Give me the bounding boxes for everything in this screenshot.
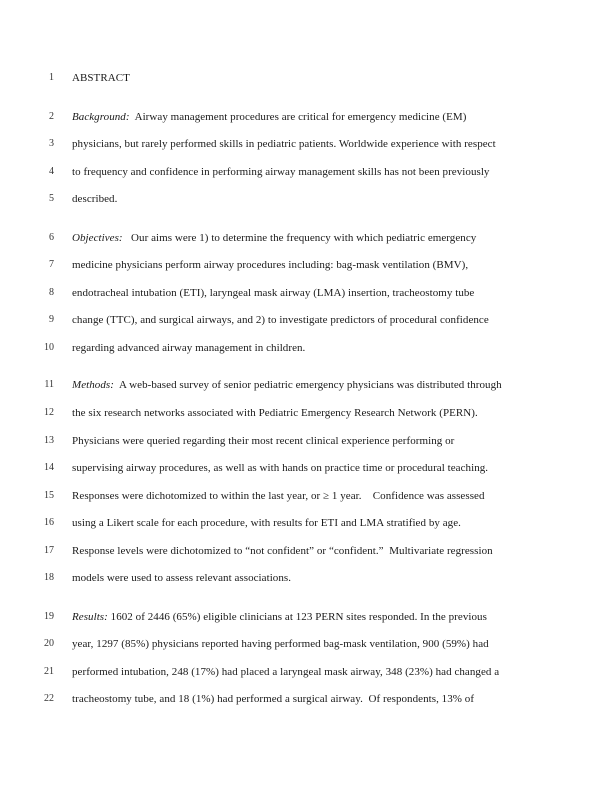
methods-line: Responses were dichotomized to within the last year, or ≥ 1 year. Confidence was assessed — [72, 490, 485, 502]
manuscript-line — [0, 311, 612, 329]
manuscript-line — [0, 404, 612, 422]
line-number: 2 — [49, 111, 54, 122]
manuscript-line — [0, 514, 612, 532]
line-number: 22 — [44, 693, 54, 704]
manuscript-line — [0, 690, 612, 708]
results-line: performed intubation, 248 (17%) had placed a laryngeal mask airway, 348 (23%) had changed a — [72, 666, 500, 678]
manuscript-line — [0, 432, 612, 450]
line-number: 17 — [44, 545, 54, 556]
objectives-text — [72, 229, 476, 247]
manuscript-line — [0, 608, 612, 626]
line-number: 3 — [49, 138, 54, 149]
background-line: physicians, but rarely performed skills in pediatric patients. Worldwide experience with respect — [72, 138, 496, 150]
results-text — [72, 608, 487, 626]
background-line: to frequency and confidence in performing airway management skills has not been previously — [72, 166, 490, 178]
line-number: 10 — [44, 342, 54, 353]
background-line: described. — [72, 193, 118, 205]
methods-line: models were used to assess relevant associations. — [72, 572, 292, 584]
manuscript-line — [0, 256, 612, 274]
line-number: 11 — [44, 379, 54, 390]
manuscript-line — [0, 163, 612, 181]
objectives-label: Objectives: — [72, 232, 123, 244]
results-line: year, 1297 (85%) physicians reported having performed bag-mask ventilation, 900 (59%) had — [72, 638, 489, 650]
manuscript-line — [0, 69, 612, 87]
objectives-line: endotracheal intubation (ETI), laryngeal mask airway (LMA) insertion, tracheostomy tube — [72, 287, 475, 299]
line-number: 9 — [49, 314, 54, 325]
background-label: Background: — [72, 111, 130, 123]
manuscript-line — [0, 459, 612, 477]
methods-line: using a Likert scale for each procedure, with results for ETI and LMA stratified by age. — [72, 517, 461, 529]
manuscript-line — [0, 542, 612, 560]
abstract-heading: ABSTRACT — [72, 72, 130, 84]
objectives-line: change (TTC), and surgical airways, and 2) to investigate predictors of procedural confidence — [72, 314, 489, 326]
manuscript-line — [0, 569, 612, 587]
manuscript-line — [0, 190, 612, 208]
line-number: 4 — [49, 166, 54, 177]
methods-line: A web-based survey of senior pediatric emergency physicians was distributed through — [118, 379, 502, 391]
manuscript-line — [0, 376, 612, 394]
line-number: 12 — [44, 407, 54, 418]
line-number: 16 — [44, 517, 54, 528]
objectives-line: regarding advanced airway management in children. — [72, 342, 306, 354]
manuscript-line — [0, 635, 612, 653]
manuscript-line — [0, 135, 612, 153]
methods-line: the six research networks associated with Pediatric Emergency Research Network (PERN). — [72, 407, 478, 419]
methods-line: supervising airway procedures, as well as with hands on practice time or procedural teaching. — [72, 462, 489, 474]
line-number: 5 — [49, 193, 54, 204]
methods-label: Methods: — [72, 379, 114, 391]
background-text — [72, 108, 466, 126]
line-number: 20 — [44, 638, 54, 649]
line-number: 21 — [44, 666, 54, 677]
objectives-line: medicine physicians perform airway procedures including: bag-mask ventilation (BMV), — [72, 259, 469, 271]
methods-line: Physicians were queried regarding their most recent clinical experience performing or — [72, 435, 455, 447]
results-line: tracheostomy tube, and 18 (1%) had performed a surgical airway. Of respondents, 13% of — [72, 693, 475, 705]
line-number: 18 — [44, 572, 54, 583]
line-number: 8 — [49, 287, 54, 298]
manuscript-line — [0, 487, 612, 505]
manuscript-line — [0, 339, 612, 357]
manuscript-line — [0, 108, 612, 126]
line-number: 7 — [49, 259, 54, 270]
line-number: 13 — [44, 435, 54, 446]
manuscript-line — [0, 284, 612, 302]
line-number: 14 — [44, 462, 54, 473]
line-number: 15 — [44, 490, 54, 501]
results-label: Results: — [72, 611, 108, 623]
objectives-line: Our aims were 1) to determine the frequency with which pediatric emergency — [131, 232, 477, 244]
manuscript-line — [0, 229, 612, 247]
manuscript-line — [0, 663, 612, 681]
background-line: Airway management procedures are critical for emergency medicine (EM) — [134, 111, 467, 123]
line-number: 6 — [49, 232, 54, 243]
line-number: 19 — [44, 611, 54, 622]
methods-text — [72, 376, 502, 394]
methods-line: Response levels were dichotomized to “not confident” or “confident.” Multivariate regression — [72, 545, 493, 557]
line-number: 1 — [49, 72, 54, 83]
results-line: 1602 of 2446 (65%) eligible clinicians at 123 PERN sites responded. In the previous — [110, 611, 487, 623]
